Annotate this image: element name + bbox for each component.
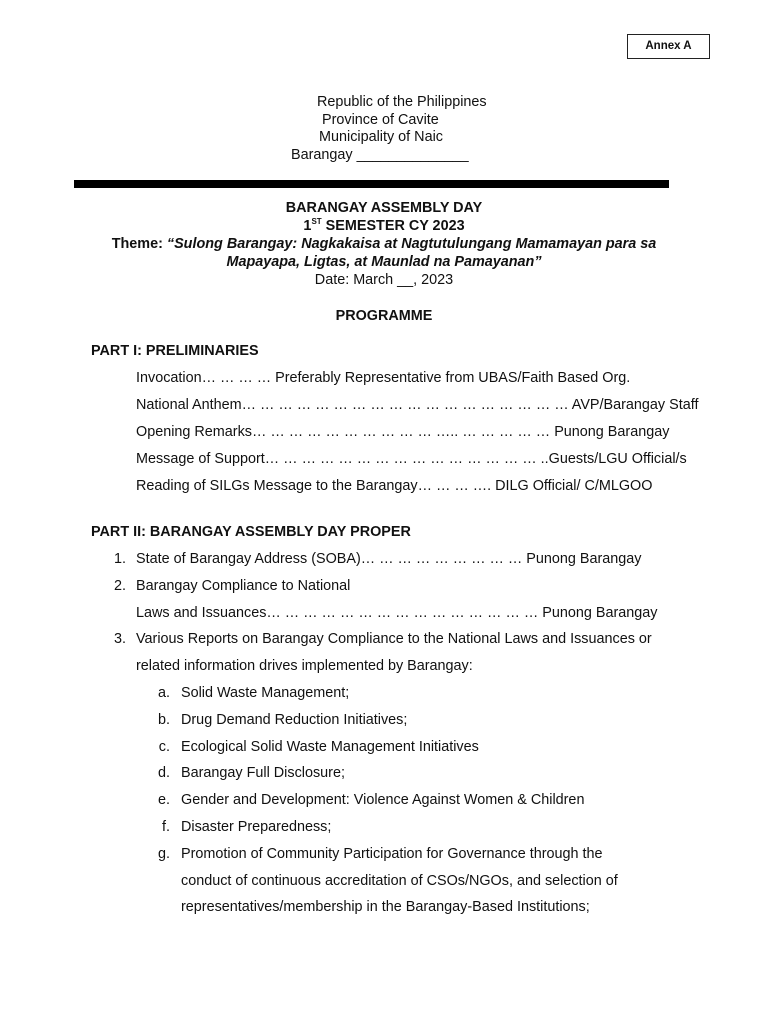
header-republic: Republic of the Philippines [317, 94, 487, 110]
event-title: BARANGAY ASSEMBLY DAY [285, 200, 483, 216]
subitem-text: representatives/membership in the Barangay-Based Institutions; [181, 899, 590, 916]
theme-line-1 [74, 236, 694, 252]
part2-item-text: Laws and Issuances… … … … … … … … … … … … … … … Punong Barangay [136, 604, 658, 621]
subitem-letter: g. [157, 845, 170, 862]
semester-superscript: ST [311, 217, 322, 226]
subitem-text: Ecological Solid Waste Management Initiatives [181, 738, 479, 755]
part1-item: Reading of SILGs Message to the Barangay… … … …. DILG Official/ C/MLGOO [136, 478, 653, 494]
subitem-letter: b. [157, 711, 170, 728]
subitem-text: Solid Waste Management; [181, 685, 350, 701]
part1-item: National Anthem… … … … … … … … … … … … … … … … … … AVP/Barangay Staff [136, 397, 699, 413]
subitem-text: Disaster Preparedness; [181, 819, 332, 835]
part2-item-number: 2. [113, 578, 126, 594]
part1-item: Message of Support… … … … … … … … … … … … … … … ..Guests/LGU Official/s [136, 451, 687, 467]
theme-text-2: Mapayapa, Ligtas, at Maunlad na Pamayanan” [226, 254, 542, 270]
semester-title [74, 217, 694, 234]
part2-item-text: Various Reports on Barangay Compliance to the National Laws and Issuances or [136, 631, 652, 647]
subitem-text: Promotion of Community Participation for Governance through the [181, 845, 603, 862]
theme-line-2 [74, 254, 694, 270]
part2-item-number: 3. [113, 631, 126, 647]
annex-label: Annex A [627, 34, 710, 59]
part1-item: Invocation… … … … Preferably Representative from UBAS/Faith Based Org. [136, 370, 631, 386]
header-municipality: Municipality of Naic [319, 129, 443, 145]
semester-text: SEMESTER CY 2023 [321, 218, 465, 234]
subitem-text: Barangay Full Disclosure; [181, 765, 345, 782]
part2-item-text: Barangay Compliance to National [136, 578, 351, 594]
header-province: Province of Cavite [322, 112, 439, 128]
subitem-text: Drug Demand Reduction Initiatives; [181, 711, 408, 728]
part1-item: Opening Remarks… … … … … … … … … … ….. … … … … … Punong Barangay [136, 424, 670, 440]
theme-text-1: “Sulong Barangay: Nagkakaisa at Nagtutulungang Mamamayan para sa [166, 236, 657, 252]
header-barangay: Barangay ______________ [291, 147, 469, 163]
subitem-letter: c. [158, 738, 170, 755]
subitem-letter: a. [157, 685, 170, 701]
part2-item-text: related information drives implemented by Barangay: [136, 657, 473, 674]
part2-item-number: 1. [113, 551, 126, 567]
part2-heading: PART II: BARANGAY ASSEMBLY DAY PROPER [91, 524, 411, 540]
subitem-text: Gender and Development: Violence Against Women & Children [181, 792, 585, 809]
header-divider [74, 180, 669, 188]
part1-heading: PART I: PRELIMINARIES [91, 343, 259, 359]
semester-number: 1 [303, 218, 312, 234]
subitem-letter: e. [157, 792, 170, 809]
subitem-letter: d. [157, 765, 170, 782]
subitem-letter: f. [162, 819, 170, 835]
event-date: Date: March __, 2023 [314, 272, 454, 288]
theme-label: Theme: [111, 236, 167, 252]
subitem-text: conduct of continuous accreditation of CSOs/NGOs, and selection of [181, 872, 618, 889]
programme-heading: PROGRAMME [335, 308, 433, 324]
part2-item-text: State of Barangay Address (SOBA)… … … … … … … … … Punong Barangay [136, 551, 642, 567]
